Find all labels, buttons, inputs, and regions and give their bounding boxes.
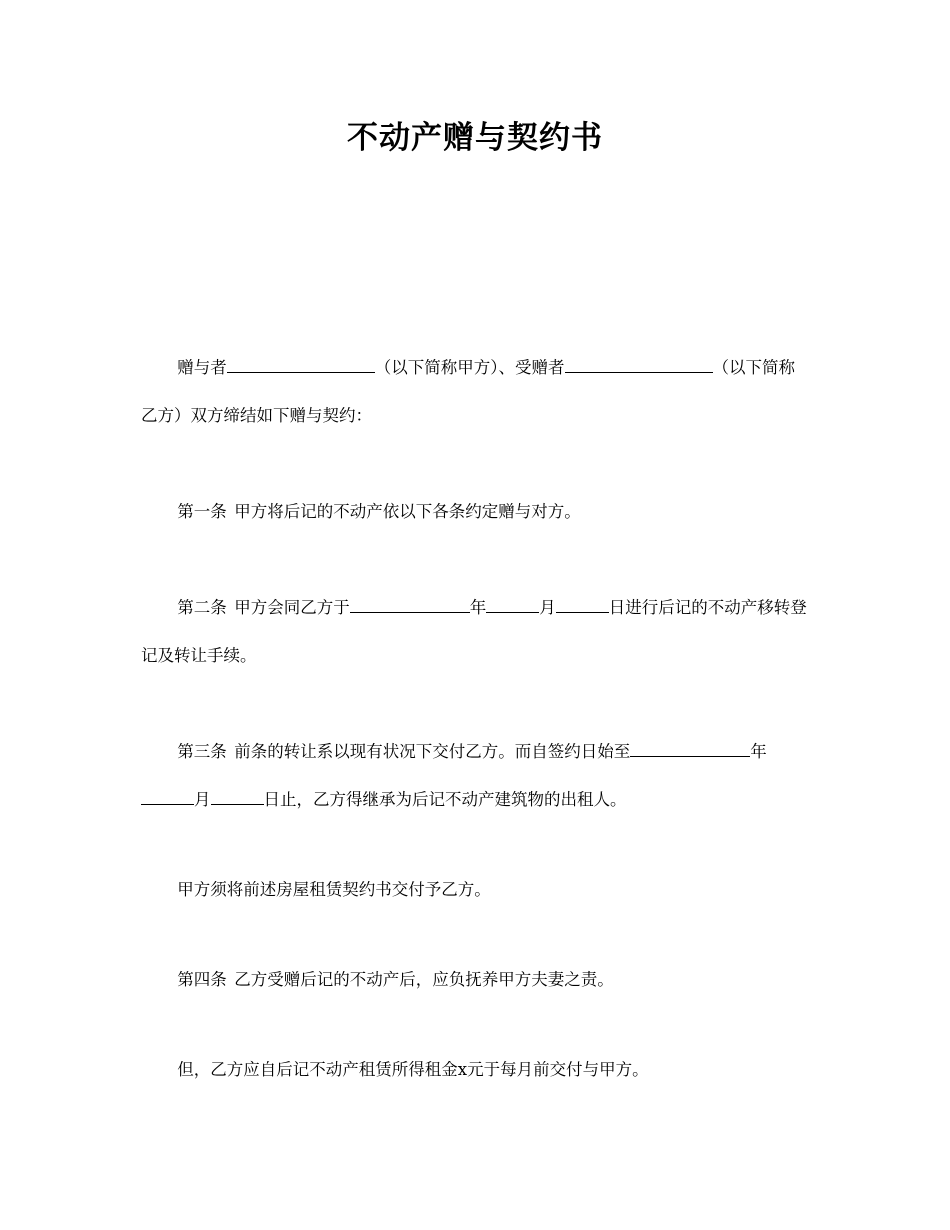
article-3-text-start: 前条的转让系以现有状况下交付乙方。而自签约日始至 [234,742,631,761]
article-3 [141,728,811,824]
recipient-abbr-text: （以下简称乙方）双方缔结如下赠与契约： [141,358,796,425]
intro-paragraph [141,344,811,440]
article-2-day-blank [556,594,609,613]
article-3-day-blank [211,786,264,805]
article-2-label: 第二条 [177,598,227,617]
recipient-name-blank [565,354,713,373]
article-4-label: 第四条 [177,970,227,989]
article-3-month-blank [141,786,194,805]
donor-abbr-text: （以下简称甲方）、受赠者 [374,358,565,377]
document-body [141,344,811,1094]
article-4-text: 乙方受赠后记的不动产后，应负抚养甲方夫妻之责。 [234,970,614,989]
article-2-month-label: 月 [539,598,556,617]
article-2-text-start: 甲方会同乙方于 [234,598,350,617]
article-4-continuation: 但，乙方应自后记不动产租赁所得租金x元于每月前交付与甲方。 [177,1060,649,1079]
article-1-text: 甲方将后记的不动产依以下各条约定赠与对方。 [234,502,581,521]
article-1-label: 第一条 [177,502,227,521]
article-3-continuation: 甲方须将前述房屋租赁契约书交付予乙方。 [177,880,491,899]
article-2-month-blank [486,594,539,613]
article-1 [141,488,811,536]
article-3-month-label: 月 [194,790,211,809]
article-3-text-end: 日止，乙方得继承为后记不动产建筑物的出租人。 [263,790,627,809]
article-3-label: 第三条 [177,742,227,761]
article-2-year-label: 年 [469,598,487,617]
article-2-text-end: 日进行后记的不动产移转登记及转让手续。 [141,598,807,665]
article-2 [141,584,811,680]
article-3-year-label: 年 [750,742,767,761]
article-3-year-blank [630,738,750,757]
donor-label: 赠与者 [177,358,227,377]
donor-name-blank [227,354,375,373]
document-title: 不动产赠与契约书 [347,120,603,156]
article-2-year-blank [350,594,470,613]
article-4 [141,956,811,1004]
